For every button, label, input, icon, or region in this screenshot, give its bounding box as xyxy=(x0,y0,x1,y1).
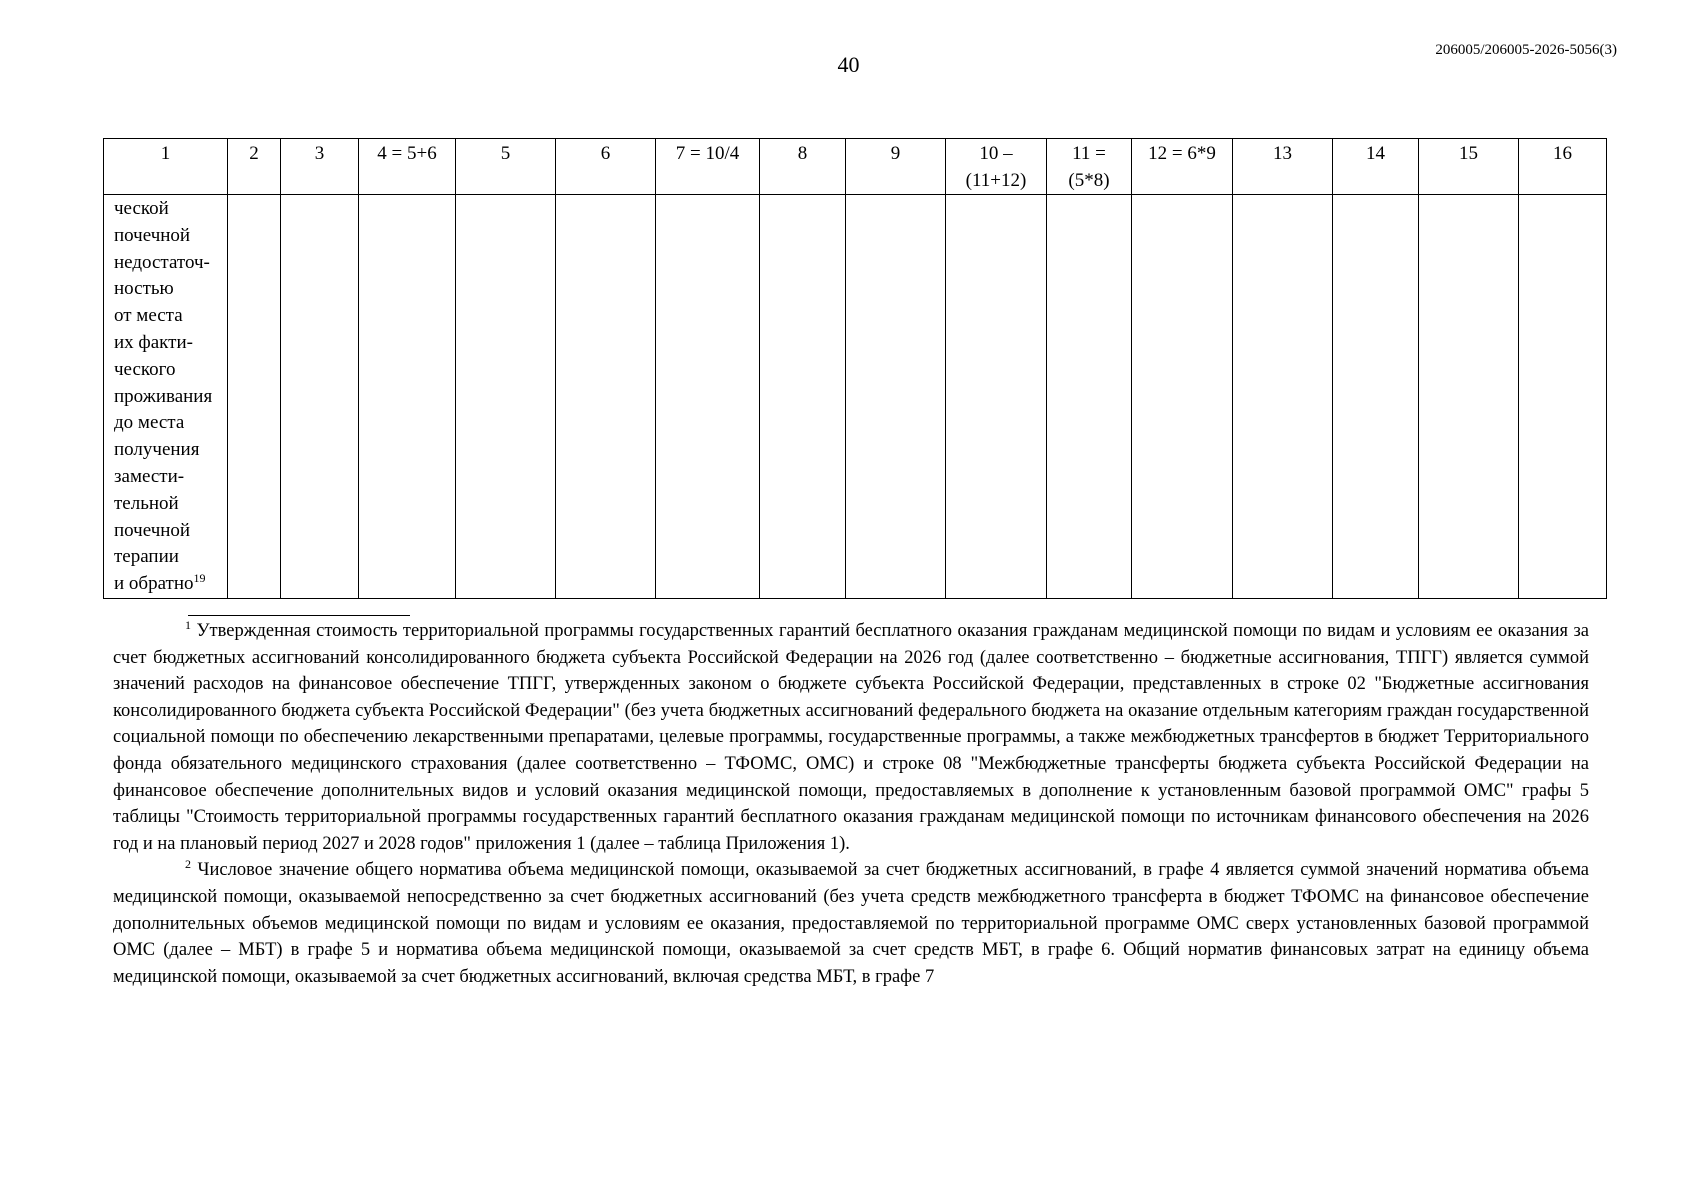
footnote-reference: 19 xyxy=(193,571,206,586)
table-cell xyxy=(946,195,1047,599)
cell-text-line: замести- xyxy=(114,465,185,487)
cell-text-line: ностью xyxy=(114,278,174,300)
footnote xyxy=(113,857,1589,990)
cell-text-fragment: и обратно xyxy=(114,573,194,595)
table-cell xyxy=(359,195,456,599)
table-cell xyxy=(1132,195,1233,599)
footnote-text: Числовое значение общего норматива объема медицинской помощи, оказываемой за счет бюджетных ассигнований, в графе 4 является суммой значений норматива объема медицинской помощи, оказываемой непосредственно за счет бюджетных ассигнований (без учета средств межбюджетного трансферта в бюджет ТФОМС на финансовое обеспечение дополнительных объемов медицинской помощи по видам и условиям ее оказания, предоставляемой по территориальной программе ОМС сверх установленных базовой программой ОМС (далее – МБТ) в графе 5 и норматива объема медицинской помощи, оказываемой за счет средств МБТ, в графе 6. Общий норматив финансовых затрат на единицу объема медицинской помощи, оказываемой за счет бюджетных ассигнований, включая средства МБТ, в графе 7 xyxy=(113,860,1590,987)
cell-text-line: ческой xyxy=(114,198,169,219)
table-cell xyxy=(846,195,946,599)
column-header: 1 xyxy=(104,139,228,195)
column-header: 5 xyxy=(456,139,556,195)
table-cell xyxy=(281,195,359,599)
cell-text-line xyxy=(114,571,227,598)
table-cell xyxy=(1047,195,1132,599)
table-cell xyxy=(1519,195,1607,599)
header-row xyxy=(104,139,1607,195)
column-header: 4 = 5+6 xyxy=(359,139,456,195)
column-header: 8 xyxy=(760,139,846,195)
cell-text-line: их факти- xyxy=(114,331,193,353)
column-header: 9 xyxy=(846,139,946,195)
data-table xyxy=(103,138,1607,599)
column-header: 10 – (11+12) xyxy=(946,139,1047,195)
table-cell xyxy=(228,195,281,599)
footnote-number: 2 xyxy=(185,857,191,872)
column-header: 7 = 10/4 xyxy=(656,139,760,195)
table-cell xyxy=(760,195,846,599)
column-header: 12 = 6*9 xyxy=(1132,139,1233,195)
cell-text-line: от места xyxy=(114,305,183,327)
footnote-text: Утвержденная стоимость территориальной программы государственных гарантий бесплатного оказания гражданам медицинской помощи по видам и условиям ее оказания за счет бюджетных ассигнований консолидированного бюджета субъекта Российской Федерации на 2026 год (далее соответственно – бюджетные ассигнования, ТПГГ) является суммой значений расходов на финансовое обеспечение ТПГГ, утвержденных законом о бюджете субъекта Российской Федерации, представленных в строке 02 "Бюджетные ассигнования консолидированного бюджета субъекта Российской Федерации" (без учета бюджетных ассигнований федерального бюджета на оказание отдельным категориям граждан государственной социальной помощи по обеспечению лекарственными препаратами, целевые программы, государственные программы, а также межбюджетных трансфертов в бюджет Территориального фонда обязательного медицинского страхования (далее соответственно – ТФОМС, ОМС) и строке 08 "Межбюджетные трансферты бюджета субъекта Российской Федерации на финансовое обеспечение дополнительных видов и условий оказания медицинской помощи, предоставляемых в дополнение к установленным базовой программой ОМС" графы 5 таблицы "Стоимость территориальной программы государственных гарантий бесплатного оказания гражданам медицинской помощи по источникам финансового обеспечения на 2026 год и на плановый период 2027 и 2028 годов" приложения 1 (далее – таблица Приложения 1). xyxy=(113,621,1589,854)
document-id: 206005/206005-2026-5056(3) xyxy=(1435,42,1617,58)
column-header: 3 xyxy=(281,139,359,195)
cell-text-line: ческого xyxy=(114,358,176,380)
column-header: 16 xyxy=(1519,139,1607,195)
row-label-cell xyxy=(104,195,228,599)
table-cell xyxy=(656,195,760,599)
footnotes xyxy=(113,618,1589,990)
footnote xyxy=(113,618,1589,857)
cell-text-line: до места xyxy=(114,412,185,434)
footnote-number: 1 xyxy=(185,618,191,632)
table-cell xyxy=(456,195,556,599)
cell-text-line: получения xyxy=(114,439,200,461)
cell-text-line: терапии xyxy=(114,546,179,568)
footnote-separator xyxy=(188,615,410,616)
column-header: 11 = (5*8) xyxy=(1047,139,1132,195)
table-cell xyxy=(556,195,656,599)
table-cell xyxy=(1333,195,1419,599)
cell-text-line: недостаточ- xyxy=(114,251,210,273)
table-cell xyxy=(1233,195,1333,599)
column-header: 15 xyxy=(1419,139,1519,195)
page-number: 40 xyxy=(837,52,860,77)
cell-text-line: проживания xyxy=(114,385,213,407)
cell-text-line: почечной xyxy=(114,519,191,541)
column-header: 2 xyxy=(228,139,281,195)
cell-text-line: почечной xyxy=(114,224,191,246)
table-cell xyxy=(1419,195,1519,599)
cell-text-line: тельной xyxy=(114,492,179,514)
column-header: 14 xyxy=(1333,139,1419,195)
column-header: 6 xyxy=(556,139,656,195)
column-header: 13 xyxy=(1233,139,1333,195)
table-row xyxy=(104,195,1607,599)
